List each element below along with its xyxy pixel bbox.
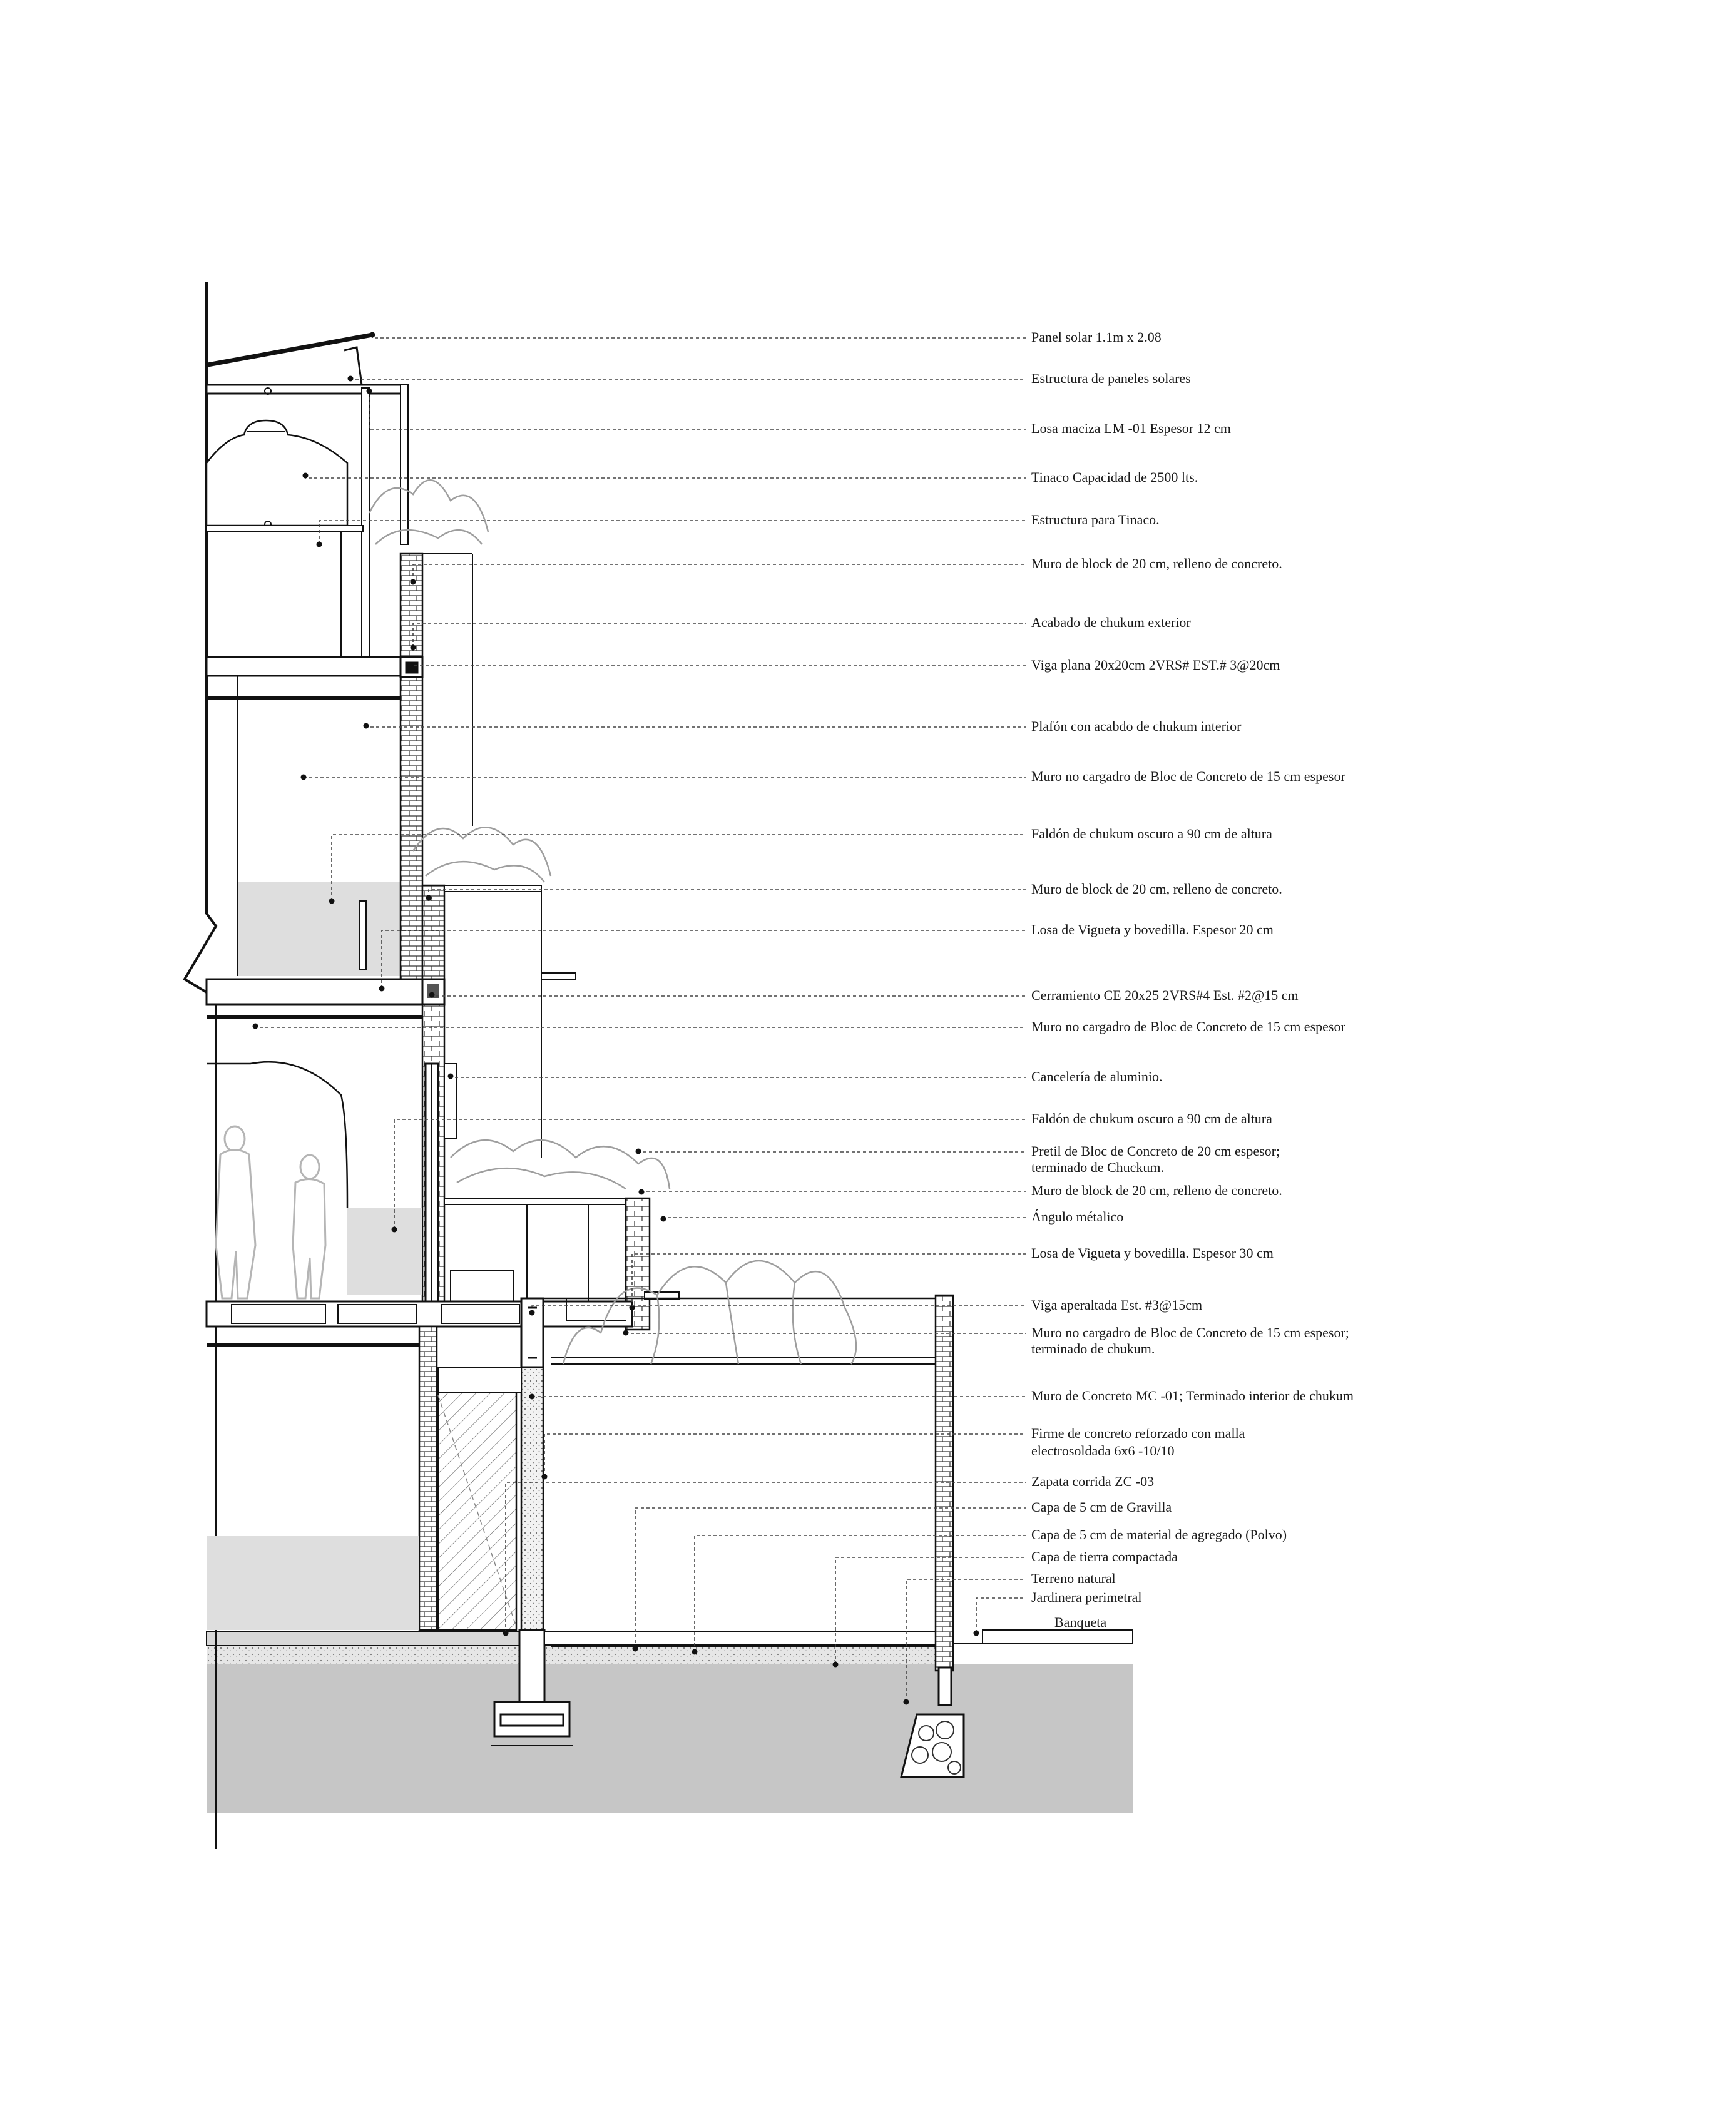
block-wall-ground	[419, 1326, 437, 1630]
leader-line	[382, 930, 1026, 989]
people-silhouettes	[216, 1126, 325, 1298]
leader-line	[663, 1218, 1026, 1219]
label-non-bearing-wall-1: Muro no cargadro de Bloc de Concreto de 15 cm espesor	[1031, 768, 1345, 784]
leader-line	[410, 665, 1026, 666]
label-flat-beam: Viga plana 20x20cm 2VRS# EST.# 3@20cm	[1031, 657, 1280, 673]
leader-dot	[639, 1189, 645, 1195]
label-block-wall-2: Muro de block de 20 cm, relleno de concreto.	[1031, 881, 1282, 897]
strip-footing-base	[494, 1702, 569, 1736]
label-parapet-line1: Pretil de Bloc de Concreto de 20 cm espesor;	[1031, 1143, 1280, 1159]
water-tank-structure	[207, 526, 363, 532]
leader-line	[255, 1026, 1026, 1027]
leader-dot	[379, 986, 385, 992]
concrete-wall	[521, 1367, 543, 1633]
leader-dot	[303, 473, 309, 479]
label-lintel: Cerramiento CE 20x25 2VRS#4 Est. #2@15 cm	[1031, 987, 1299, 1003]
leader-line	[632, 1254, 1026, 1308]
label-parapet-line2: terminado de Chuckum.	[1031, 1159, 1165, 1175]
leader-dot	[329, 899, 335, 904]
leader-dot	[623, 1330, 629, 1336]
leader-line	[635, 1508, 1026, 1649]
leader-dot	[429, 992, 435, 998]
leader-dot	[426, 895, 432, 901]
leader-line	[305, 476, 1026, 478]
leader-dot	[367, 389, 372, 394]
leader-dot	[411, 645, 416, 651]
label-non-bearing-wall-2: Muro no cargadro de Bloc de Concreto de 15 cm espesor	[1031, 1019, 1345, 1034]
label-skirt-2: Faldón de chukum oscuro a 90 cm de altura	[1031, 1111, 1272, 1126]
leader-line	[366, 726, 1026, 727]
leader-dot	[407, 662, 413, 668]
compacted-soil-strip	[207, 1646, 557, 1664]
leader-dot	[301, 775, 307, 780]
label-skirt-1: Faldón de chukum oscuro a 90 cm de altura	[1031, 826, 1272, 842]
leader-dot	[253, 1024, 258, 1029]
label-planter: Jardinera perimetral	[1031, 1589, 1142, 1605]
gravel-layer	[551, 1647, 951, 1664]
label-slab-on-grade-line1: Firme de concreto reforzado con malla	[1031, 1425, 1245, 1441]
leader-line	[641, 1191, 1026, 1192]
label-block-wall-1: Muro de block de 20 cm, relleno de concreto.	[1031, 556, 1282, 571]
leader-line	[413, 564, 1026, 582]
label-sidewalk: Banqueta	[1054, 1614, 1107, 1630]
block-wall-upper	[401, 554, 422, 979]
roof-slab	[207, 385, 407, 394]
leader-dot	[529, 1394, 535, 1400]
leader-dot	[636, 1149, 641, 1154]
strip-footing-stem	[519, 1630, 544, 1705]
leader-dot	[633, 1646, 638, 1652]
leader-dot	[448, 1074, 454, 1079]
label-concrete-wall: Muro de Concreto MC -01; Terminado interior de chukum	[1031, 1388, 1354, 1403]
label-exterior-finish: Acabado de chukum exterior	[1031, 614, 1191, 630]
leader-line	[976, 1598, 1026, 1633]
water-tank	[207, 420, 347, 526]
leader-dot	[503, 1631, 509, 1636]
leader-line	[432, 995, 1026, 996]
annotation-labels	[1031, 329, 1354, 1630]
leader-dot	[411, 579, 416, 585]
interior-floor-slab	[207, 1632, 532, 1646]
ground	[207, 1630, 1133, 1813]
label-aluminum-window: Cancelería de aluminio.	[1031, 1069, 1163, 1084]
leader-dot	[392, 1227, 397, 1233]
label-dropped-beam: Viga aperaltada Est. #3@15cm	[1031, 1297, 1203, 1313]
leader-dot	[370, 332, 375, 338]
dark-chukum-skirt-upper	[238, 882, 401, 976]
label-aggregate-layer: Capa de 5 cm de material de agregado (Polvo)	[1031, 1527, 1287, 1542]
label-strip-footing: Zapata corrida ZC -03	[1031, 1474, 1155, 1489]
leader-dot	[974, 1631, 979, 1636]
leader-line	[544, 1434, 1026, 1477]
label-solar-panel: Panel solar 1.1m x 2.08	[1031, 329, 1162, 345]
leader-line	[372, 335, 1026, 338]
leader-line	[638, 1151, 1026, 1152]
dark-chukum-skirt-ground	[207, 1536, 419, 1630]
label-block-wall-3: Muro de block de 20 cm, relleno de concreto.	[1031, 1183, 1282, 1198]
leader-dot	[904, 1699, 909, 1705]
leader-dot	[692, 1649, 698, 1655]
roof-level	[207, 332, 408, 657]
solar-panel-structure	[344, 347, 362, 388]
label-metal-angle: Ángulo métalico	[1031, 1209, 1124, 1225]
slab-on-grade	[544, 1631, 945, 1645]
label-solar-panel-structure: Estructura de paneles solares	[1031, 370, 1191, 386]
leader-line	[394, 1119, 1026, 1230]
leader-dot	[542, 1474, 548, 1480]
sidewalk	[983, 1630, 1133, 1644]
label-ceiling: Plafón con acabdo de chukum interior	[1031, 718, 1242, 734]
leader-line	[451, 1076, 1026, 1077]
label-natural-terrain: Terreno natural	[1031, 1571, 1116, 1586]
label-water-tank-structure: Estructura para Tinaco.	[1031, 512, 1160, 527]
leader-dot	[661, 1216, 666, 1222]
label-non-bearing-wall-3-line1: Muro no cargadro de Bloc de Concreto de 15 cm espesor;	[1031, 1325, 1349, 1340]
leader-dot	[529, 1310, 535, 1316]
label-gravel-layer: Capa de 5 cm de Gravilla	[1031, 1499, 1172, 1515]
leader-dot	[364, 723, 369, 729]
label-slab-on-grade-line2: electrosoldada 6x6 -10/10	[1031, 1443, 1175, 1459]
leader-dot	[317, 542, 322, 547]
label-compacted-soil: Capa de tierra compactada	[1031, 1549, 1178, 1564]
label-non-bearing-wall-3-line2: terminado de chukum.	[1031, 1341, 1155, 1357]
label-roof-slab: Losa maciza LM -01 Espesor 12 cm	[1031, 420, 1231, 436]
natural-terrain	[207, 1664, 1133, 1813]
leader-line	[369, 391, 1026, 429]
door	[438, 1392, 516, 1630]
third-level	[207, 657, 401, 976]
leader-dot	[348, 376, 354, 382]
label-water-tank: Tinaco Capacidad de 2500 lts.	[1031, 469, 1198, 485]
label-joist-slab-1: Losa de Vigueta y bovedilla. Espesor 20 cm	[1031, 922, 1274, 937]
dark-chukum-skirt-lower	[347, 1208, 422, 1295]
leader-line	[413, 623, 1026, 648]
label-joist-slab-2: Losa de Vigueta y bovedilla. Espesor 30 cm	[1031, 1245, 1274, 1261]
leader-dot	[833, 1662, 839, 1668]
